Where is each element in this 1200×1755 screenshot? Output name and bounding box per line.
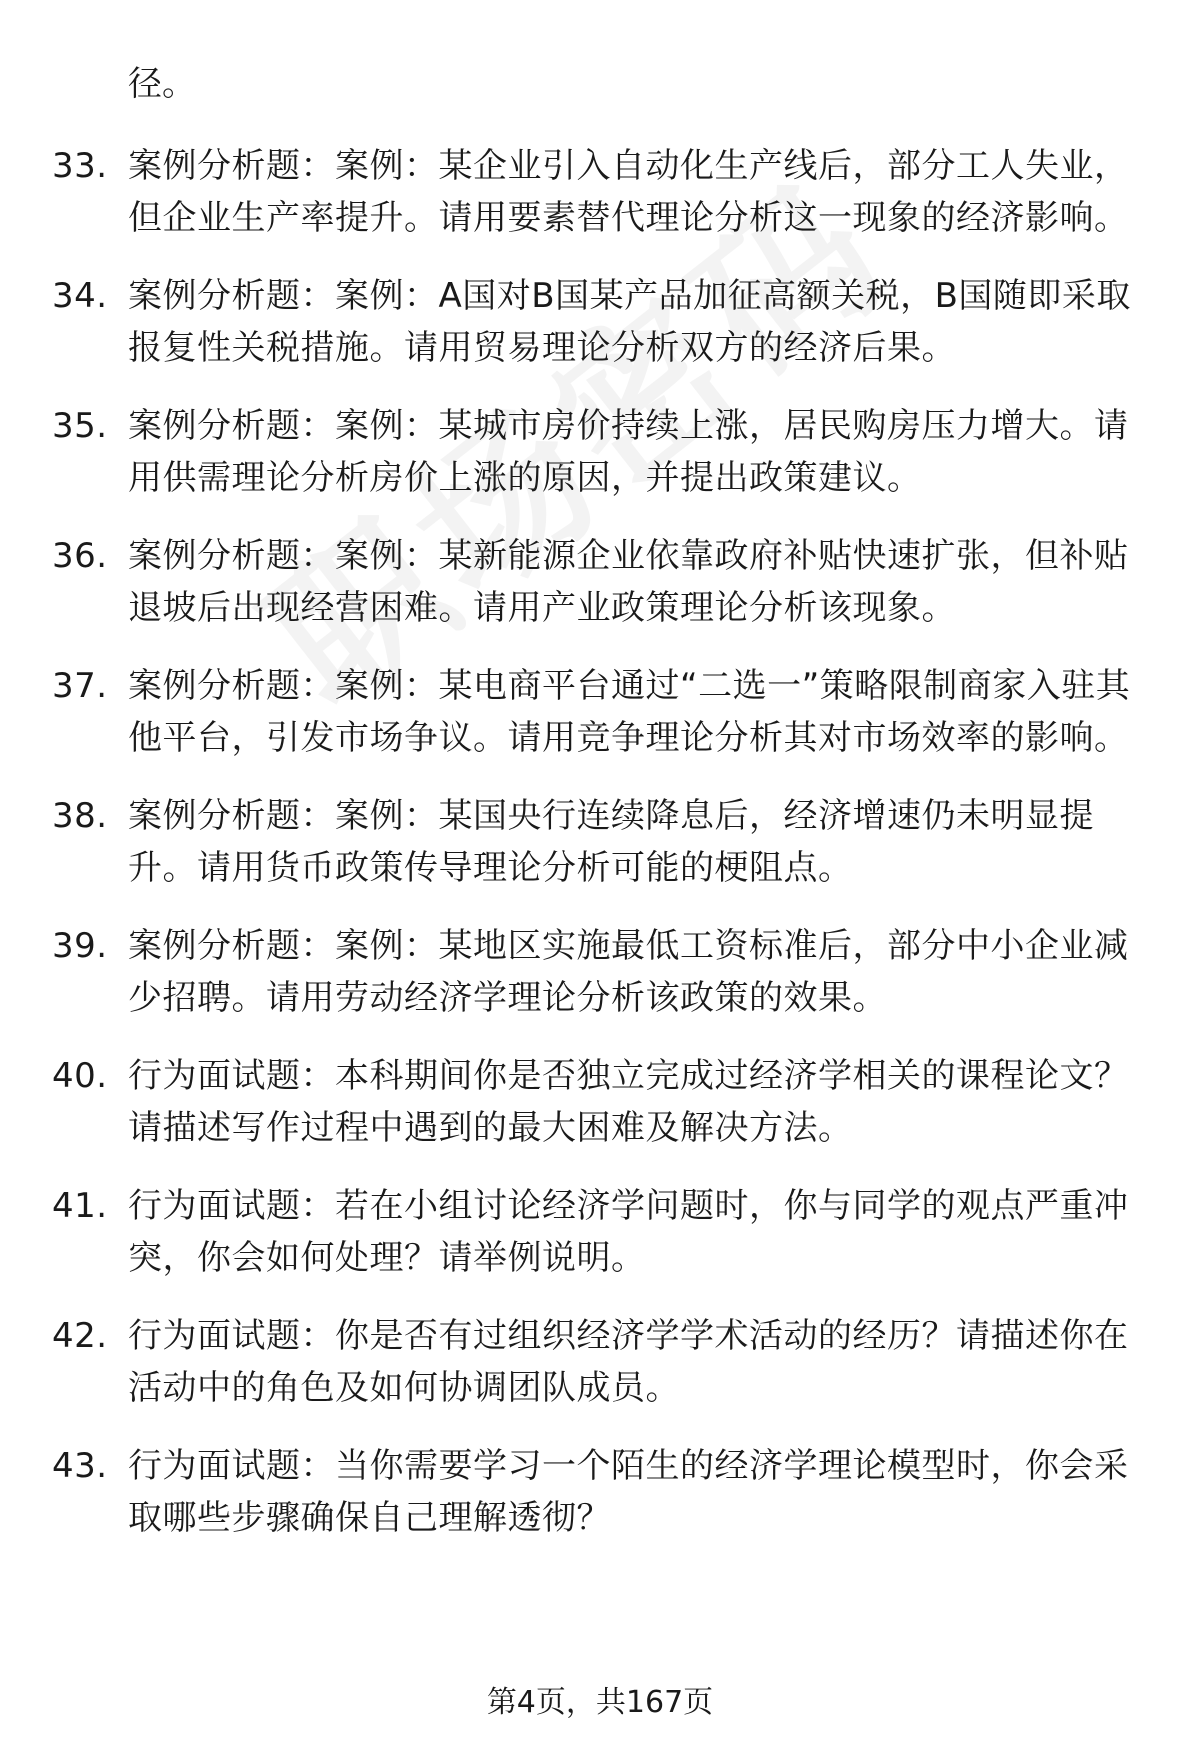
- question-text: 案例分析题：案例：某电商平台通过“二选一”策略限制商家入驻其他平台，引发市场争议。请用竞争理论分析其对市场效率的影响。: [128, 666, 1131, 758]
- question-text: 案例分析题：案例：某新能源企业依靠政府补贴快速扩张，但补贴退坡后出现经营困难。请用产业政策理论分析该现象。: [128, 536, 1129, 628]
- list-item: [0, 660, 1140, 764]
- list-item: [0, 1180, 1140, 1284]
- list-item: [0, 1050, 1140, 1154]
- question-text: 案例分析题：案例：某城市房价持续上涨，居民购房压力增大。请用供需理论分析房价上涨的原因，并提出政策建议。: [128, 406, 1129, 498]
- question-number: 33.: [52, 146, 108, 186]
- question-text: 案例分析题：案例：某企业引入自动化生产线后，部分工人失业，但企业生产率提升。请用要素替代理论分析这一现象的经济影响。: [128, 146, 1129, 238]
- question-number: 35.: [52, 406, 108, 446]
- question-number: 36.: [52, 536, 108, 576]
- question-text: 案例分析题：案例：某国央行连续降息后，经济增速仍未明显提升。请用货币政策传导理论分析可能的梗阻点。: [128, 796, 1094, 888]
- list-item: [0, 530, 1140, 634]
- list-item: [0, 140, 1140, 244]
- list-item: [0, 790, 1140, 894]
- leading-fragment: 径。: [128, 64, 196, 104]
- list-item: [0, 400, 1140, 504]
- page-footer: 第4页，共167页: [486, 1685, 714, 1720]
- list-item: [0, 270, 1140, 374]
- question-text: 行为面试题：若在小组讨论经济学问题时，你与同学的观点严重冲突，你会如何处理？请举例说明。: [128, 1186, 1129, 1278]
- question-text: 行为面试题：当你需要学习一个陌生的经济学理论模型时，你会采取哪些步骤确保自己理解透彻？: [128, 1446, 1129, 1538]
- question-number: 40.: [52, 1056, 108, 1096]
- question-text: 行为面试题：你是否有过组织经济学学术活动的经历？请描述你在活动中的角色及如何协调团队成员。: [128, 1316, 1129, 1408]
- question-text: 行为面试题：本科期间你是否独立完成过经济学相关的课程论文？请描述写作过程中遇到的最大困难及解决方法。: [128, 1056, 1129, 1148]
- question-text: 案例分析题：案例：某地区实施最低工资标准后，部分中小企业减少招聘。请用劳动经济学理论分析该政策的效果。: [128, 926, 1129, 1018]
- question-number: 39.: [52, 926, 108, 966]
- question-number: 41.: [52, 1186, 108, 1226]
- question-number: 37.: [52, 666, 108, 706]
- question-number: 43.: [52, 1446, 108, 1486]
- list-item: [0, 1440, 1140, 1544]
- question-number: 34.: [52, 276, 108, 316]
- question-list: [0, 140, 1200, 1570]
- list-item: [0, 1310, 1140, 1414]
- question-number: 42.: [52, 1316, 108, 1356]
- question-text: 案例分析题：案例：A国对B国某产品加征高额关税，B国随即采取报复性关税措施。请用贸易理论分析双方的经济后果。: [128, 276, 1131, 368]
- question-number: 38.: [52, 796, 108, 836]
- list-item: [0, 920, 1140, 1024]
